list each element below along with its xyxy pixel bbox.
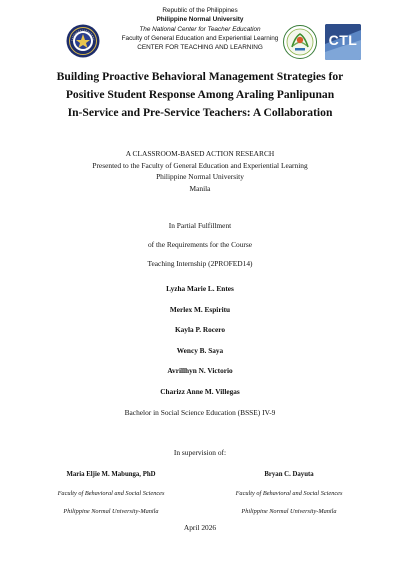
fulfillment-line-1: In Partial Fulfillment <box>168 221 232 230</box>
presented-university: Philippine Normal University <box>156 172 244 182</box>
supervisor-block <box>26 466 196 522</box>
supervisor-block <box>204 466 374 522</box>
title-line-3: In-Service and Pre-Service Teachers: A Collaboration <box>67 106 333 119</box>
header-center: CENTER FOR TEACHING AND LEARNING <box>137 44 263 52</box>
title-line-1: Building Proactive Behavioral Management Strategies for <box>56 70 344 83</box>
ctl-logo <box>325 24 361 60</box>
author-name: Avrillhyn N. Victorio <box>167 366 233 375</box>
fulfillment-line-3: Teaching Internship (2PROFED14) <box>147 258 253 268</box>
header-republic: Republic of the Philippines <box>162 7 238 14</box>
author-name: Charizz Anne M. Villegas <box>160 386 240 396</box>
presented-to: Presented to the Faculty of General Education and Experiential Learning <box>92 160 308 170</box>
supervisor-faculty: Faculty of Behavioral and Social Sciences <box>235 489 343 497</box>
presentation-block <box>0 148 400 194</box>
header-tagline: The National Center for Teacher Education <box>139 25 261 33</box>
pnu-seal-icon <box>66 24 100 58</box>
degree-program: Bachelor in Social Science Education (BSSE) IV-9 <box>124 408 276 417</box>
supervisor-university: Philippine Normal University-Manila <box>241 508 337 516</box>
supervisor-faculty: Faculty of Behavioral and Social Sciences <box>57 489 165 497</box>
title-line-2: Positive Student Response Among Araling Panlipunan <box>65 88 335 101</box>
author-name: Merlex M. Espiritu <box>169 304 231 314</box>
supervisor-university: Philippine Normal University-Manila <box>63 508 159 516</box>
presented-city: Manila <box>189 183 211 193</box>
author-name: Lyzha Marie L. Entes <box>166 284 234 293</box>
supervisor-name: Maria Eljie M. Mabunga, PhD <box>66 471 156 478</box>
author-name: Kayla P. Rocero <box>174 325 226 334</box>
author-list <box>0 279 400 402</box>
institution-header <box>100 6 300 52</box>
submission-date: April 2026 <box>183 523 217 532</box>
header-faculty: Faculty of General Education and Experiential Learning <box>121 34 279 42</box>
research-title <box>0 68 400 122</box>
fulfillment-block <box>0 217 400 273</box>
author-name: Wency B. Saya <box>176 345 224 355</box>
fgeel-seal-icon <box>283 25 317 59</box>
header-university: Philippine Normal University <box>156 16 244 24</box>
research-type: A CLASSROOM-BASED ACTION RESEARCH <box>125 149 275 158</box>
fulfillment-line-2: of the Requirements for the Course <box>147 239 253 249</box>
supervisor-name: Bryan C. Dayuta <box>264 471 314 478</box>
ctl-logo-text: CTL <box>328 32 358 48</box>
supervision-label: In supervision of: <box>173 448 227 457</box>
